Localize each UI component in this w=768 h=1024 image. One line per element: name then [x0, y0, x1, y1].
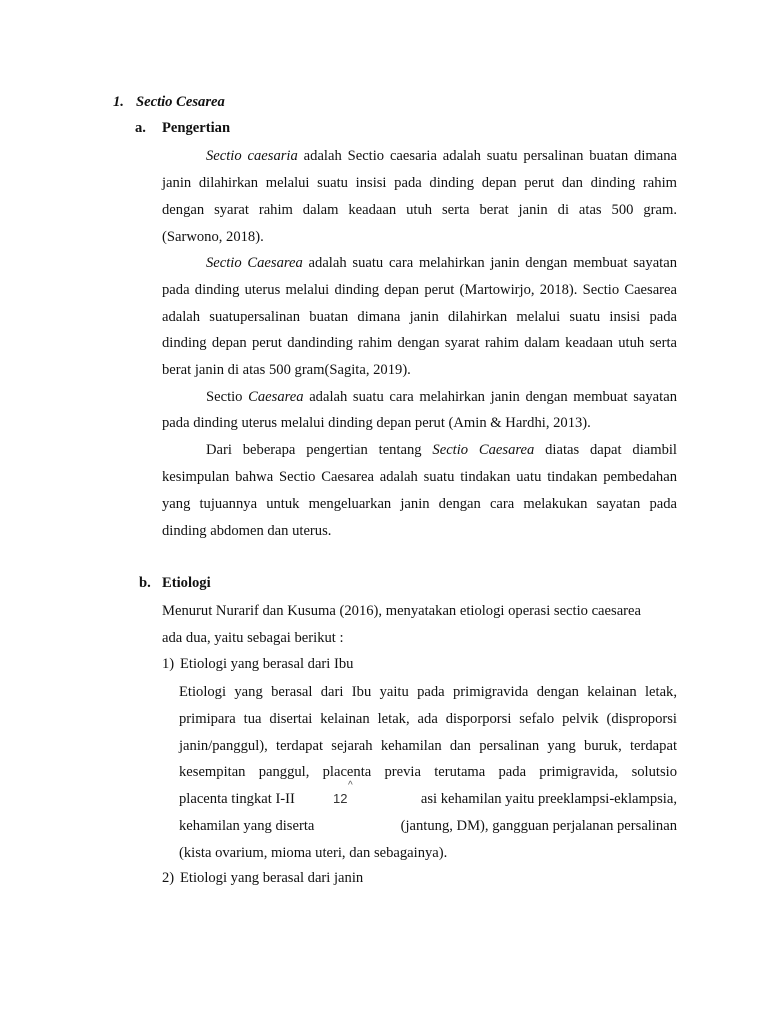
paragraph-line-right: asi kehamilan yaitu preeklampsi-eklampsia, [420, 791, 677, 807]
paragraph-line: yang tujuannya untuk mengeluarkan janin dengan cara melakukan sayatan pada [162, 496, 677, 512]
subsection-b-marker: b. [139, 575, 151, 591]
paragraph-line: Sectio Caesarea adalah suatu cara melahirkan janin dengan membuat sayatan [206, 255, 678, 271]
paragraph-line-left: kehamilan yang diserta [179, 818, 315, 834]
paragraph-line: dinding depan perut dandinding rahim dengan syarat rahim dalam keadaan utuh serta [162, 335, 677, 351]
paragraph-line: Etiologi yang berasal dari Ibu yaitu pada primigravida dengan kelainan letak, [179, 684, 677, 700]
paragraph-line: Sectio Caesarea adalah suatu cara melahirkan janin dengan membuat sayatan [206, 389, 677, 405]
subsection-a-title: Pengertian [162, 120, 231, 136]
paragraph-line: dengan syarat rahim dalam keadaan utuh serta berat janin di atas 500 gram. [162, 202, 677, 218]
section-heading [113, 94, 124, 111]
paragraph-line: ada dua, yaitu sebagai berikut : [162, 630, 344, 646]
paragraph-line: janin dilahirkan melalui suatu insisi pada dinding depan perut dan dinding rahim [162, 175, 677, 191]
paragraph-line: (Sarwono, 2018). [162, 229, 264, 245]
paragraph-line: pada dinding uterus melalui dinding depan perut (Martowirjo, 2018). Sectio Caesarea [162, 282, 677, 298]
paragraph-line: adalah suatupersalinan buatan dimana janin dilahirkan melalui suatu insisi pada [162, 309, 677, 325]
subsection-a-marker: a. [135, 120, 146, 136]
list-marker: 2) [162, 870, 175, 886]
paragraph-line: janin/panggul), terdapat sejarah kehamilan dan persalinan yang buruk, terdapat [179, 738, 677, 754]
paragraph-line: Dari beberapa pengertian tentang Sectio Caesarea diatas dapat diambil [206, 442, 677, 458]
paragraph-line: berat janin di atas 500 gram(Sagita, 2019). [162, 362, 411, 378]
subsection-b-title: Etiologi [162, 575, 211, 591]
paragraph-line: kesempitan panggul, placenta previa terutama pada primigravida, solutsio [179, 764, 677, 780]
list-marker: 1) [162, 656, 175, 672]
list-item-title: Etiologi yang berasal dari Ibu [180, 656, 354, 672]
paragraph-line: primipara tua disertai kelainan letak, ada disporporsi sefalo pelvik (disproporsi [179, 711, 677, 727]
section-number: 1. [113, 94, 124, 110]
caret-up-icon: ^ [348, 780, 353, 791]
paragraph-line: kesimpulan bahwa Sectio Caesarea adalah suatu tindakan uatu tindakan pembedahan [162, 469, 677, 485]
section-title: Sectio Cesarea [136, 94, 225, 110]
page-number: 12 [333, 791, 348, 806]
paragraph-line: Sectio caesaria adalah Sectio caesaria adalah suatu persalinan buatan dimana [206, 148, 677, 164]
paragraph-line: dinding abdomen dan uterus. [162, 523, 332, 539]
page-number-badge [322, 783, 384, 835]
paragraph-line: pada dinding uterus melalui dinding depan perut (Amin & Hardhi, 2013). [162, 415, 591, 431]
list-item-title: Etiologi yang berasal dari janin [180, 870, 364, 886]
paragraph-line-right: (jantung, DM), gangguan perjalanan persalinan [400, 818, 677, 834]
paragraph-line-left: placenta tingkat I-II [179, 791, 295, 807]
paragraph-line: Menurut Nurarif dan Kusuma (2016), menyatakan etiologi operasi sectio caesarea [162, 603, 641, 619]
paragraph-line: (kista ovarium, mioma uteri, dan sebagainya). [179, 845, 448, 861]
